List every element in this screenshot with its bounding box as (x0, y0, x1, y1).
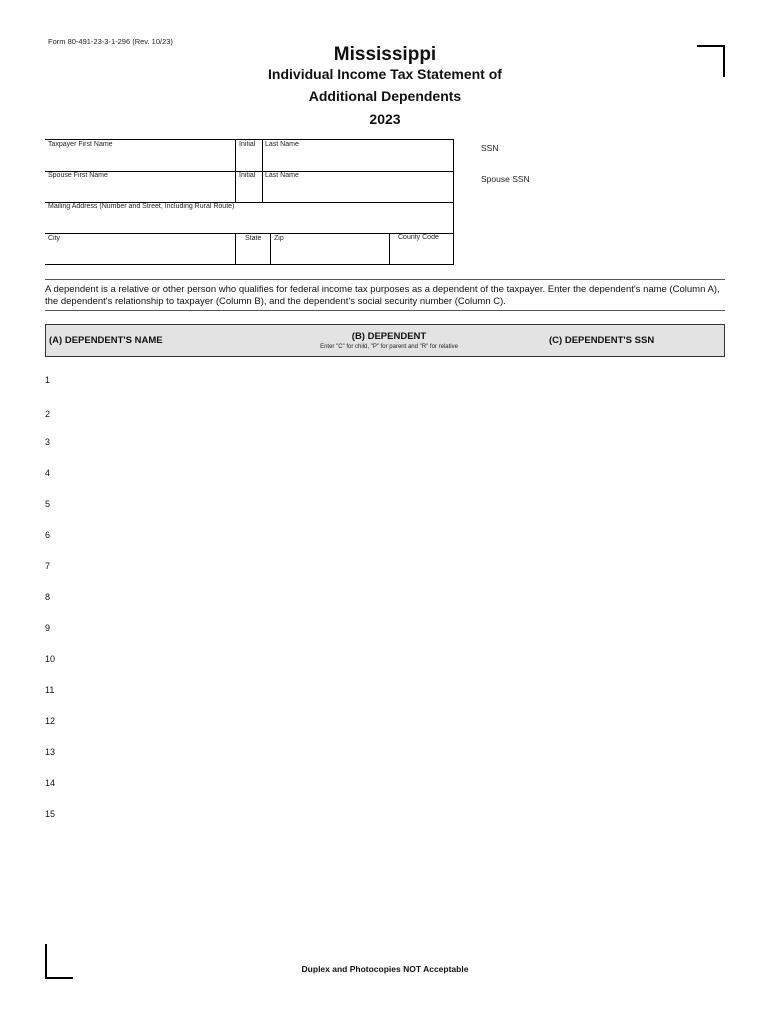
dependent-row-number: 14 (45, 778, 56, 788)
taxpayer-first-name-field[interactable]: Taxpayer First Name (48, 141, 113, 148)
taxpayer-info-grid (45, 139, 454, 265)
grid-divider (270, 233, 271, 264)
dependent-row-number: 15 (45, 809, 56, 819)
corner-mark-top-right (697, 45, 725, 77)
grid-divider (235, 233, 236, 264)
grid-divider (235, 140, 236, 202)
taxpayer-initial-field[interactable]: Initial (239, 141, 256, 148)
dependent-row-number: 12 (45, 716, 56, 726)
dependent-row-number: 4 (45, 468, 51, 478)
dependent-row-number: 8 (45, 592, 51, 602)
grid-divider (45, 264, 453, 265)
column-b-instruction: Enter "C" for child, "P" for parent and "R" for relative (320, 344, 458, 350)
dependent-row-number: 11 (45, 685, 55, 695)
dependent-row-number: 13 (45, 747, 56, 757)
dependent-row-number: 9 (45, 623, 51, 633)
spouse-first-name-field[interactable]: Spouse First Name (48, 172, 108, 179)
state-field[interactable]: State (245, 235, 262, 242)
column-b-header: (B) DEPENDENT (351, 331, 427, 342)
dependent-row-number: 6 (45, 530, 51, 540)
city-field[interactable]: City (48, 235, 61, 242)
form-title-state: Mississippi (333, 44, 437, 65)
dependent-row-number: 7 (45, 561, 51, 571)
form-title-line-2: Additional Dependents (308, 88, 462, 104)
form-number: Form 80-491-23-3-1-296 (Rev. 10/23) (48, 37, 173, 46)
divider-rule (45, 279, 725, 280)
column-c-header: (C) DEPENDENT'S SSN (549, 335, 655, 346)
column-a-header: (A) DEPENDENT'S NAME (49, 335, 163, 346)
spouse-last-name-field[interactable]: Last Name (265, 172, 299, 179)
divider-rule (45, 310, 725, 311)
form-year: 2023 (369, 111, 401, 127)
taxpayer-last-name-field[interactable]: Last Name (265, 141, 299, 148)
dependent-row-number: 10 (45, 654, 56, 664)
county-code-field[interactable]: County Code (398, 234, 439, 241)
dependent-row-number: 5 (45, 499, 51, 509)
form-title-line-1: Individual Income Tax Statement of (268, 66, 502, 82)
instructions-text: A dependent is a relative or other person who qualifies for federal income tax purposes as a dependent of the taxpayer. Enter the dependent's name (Column A), the dependent's relationship to taxpayer (Column B), and the dependent's social security number (Column C). (45, 284, 720, 307)
mailing-address-field[interactable]: Mailing Address (Number and Street, Including Rural Route) (48, 203, 235, 210)
footer-note: Duplex and Photocopies NOT Acceptable (301, 964, 469, 974)
grid-divider (262, 140, 263, 202)
grid-divider (45, 233, 453, 234)
dependent-row-number: 1 (45, 375, 51, 385)
ssn-field[interactable]: SSN (481, 143, 499, 153)
grid-divider (389, 233, 390, 264)
dependent-row-number: 2 (45, 409, 51, 419)
dependent-row-number: 3 (45, 437, 51, 447)
zip-field[interactable]: Zip (274, 235, 284, 242)
corner-mark-bottom-left (45, 944, 73, 979)
spouse-initial-field[interactable]: Initial (239, 172, 256, 179)
spouse-ssn-field[interactable]: Spouse SSN (481, 174, 530, 184)
dependents-column-header (45, 324, 725, 357)
